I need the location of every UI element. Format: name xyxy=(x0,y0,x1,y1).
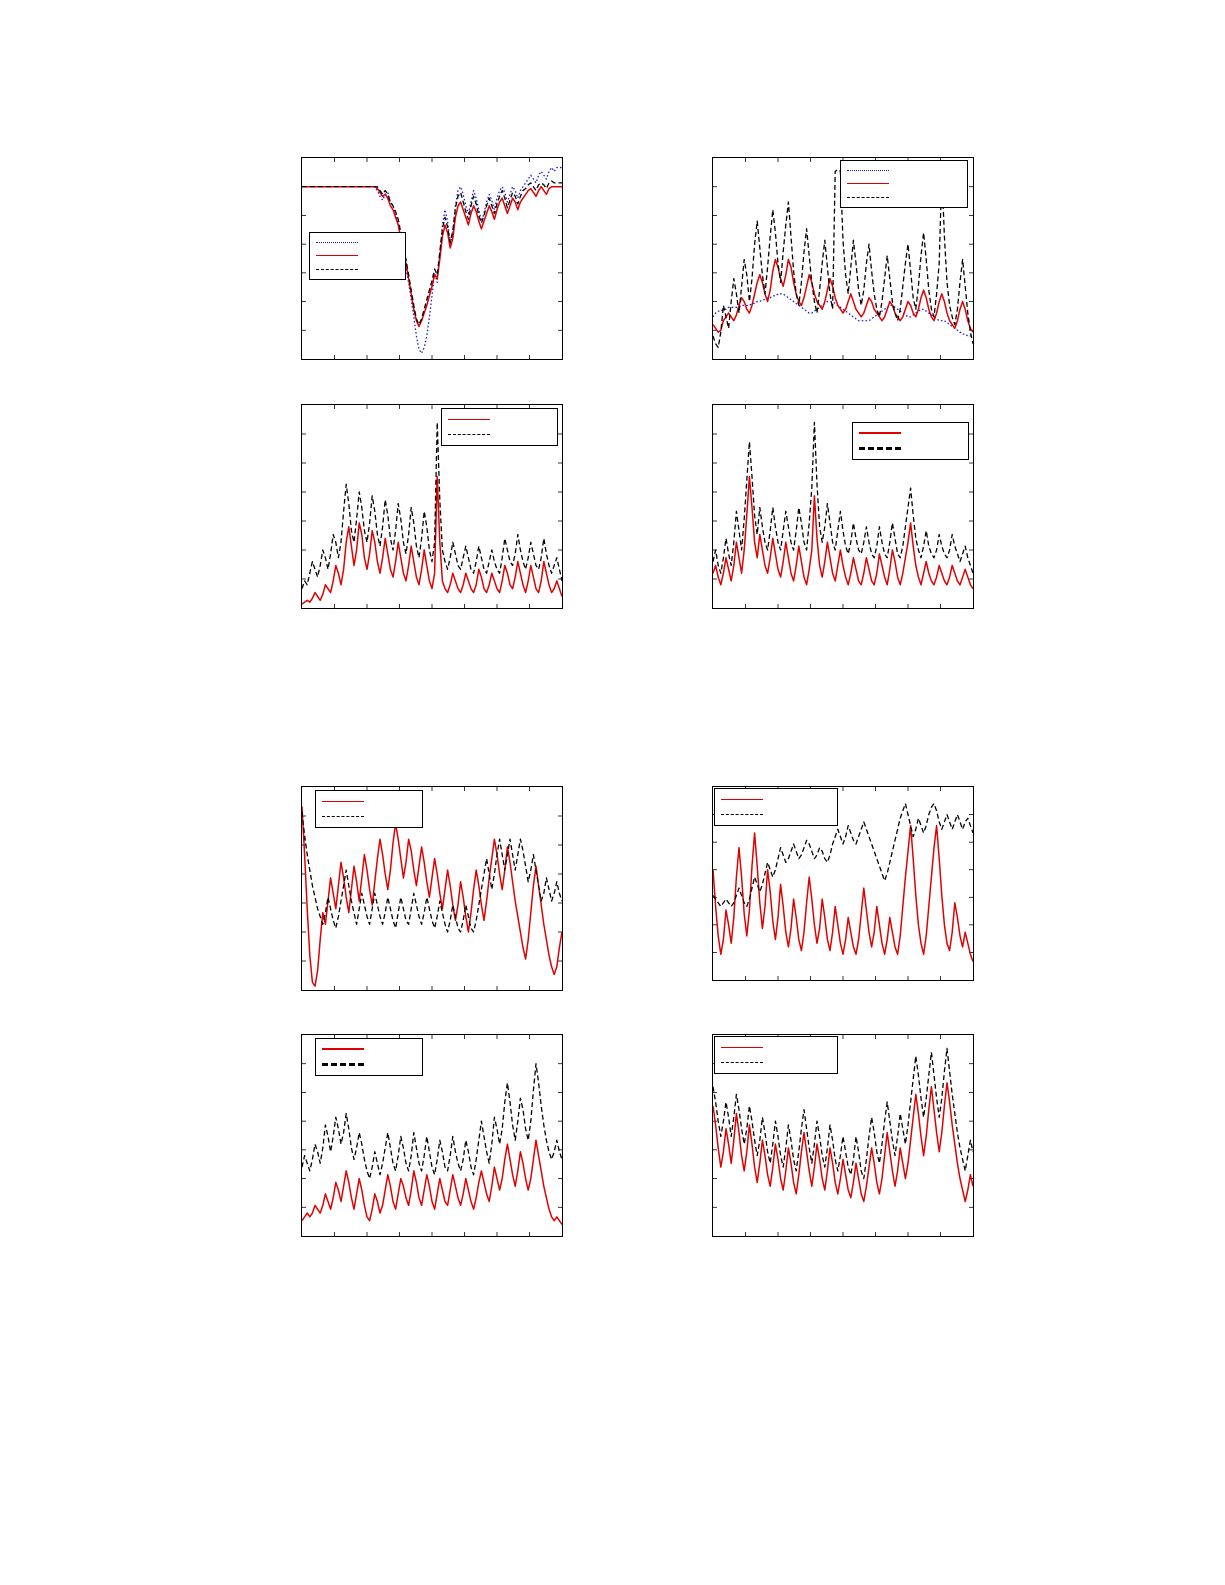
legend-6 xyxy=(714,788,838,826)
legend-key-dashed-black-icon xyxy=(448,434,490,435)
legend-key-solid-red-icon xyxy=(721,799,763,800)
legend-key-dashed-black-icon xyxy=(322,816,364,817)
legend-5 xyxy=(315,790,423,828)
legend-3 xyxy=(441,408,558,446)
legend-key-dashed-black-icon xyxy=(316,269,358,270)
legend-key-dashed-black-icon xyxy=(847,197,889,198)
legend-key-solid-red-icon xyxy=(721,1047,763,1048)
chart-panel-7 xyxy=(301,1034,563,1237)
legend-key-dotted-blue-icon xyxy=(847,170,889,171)
legend-key-solid-red-icon xyxy=(859,432,901,434)
legend-row xyxy=(719,810,833,820)
legend-key-solid-red-icon xyxy=(847,183,889,184)
legend-row xyxy=(320,812,418,822)
legend-row xyxy=(314,263,401,276)
legend-row xyxy=(857,429,964,439)
legend-key-solid-red-icon xyxy=(316,255,358,256)
legend-2 xyxy=(840,160,968,208)
legend-row xyxy=(719,1058,833,1068)
legend-row xyxy=(719,1043,833,1053)
legend-row xyxy=(845,164,963,177)
legend-row xyxy=(719,795,833,805)
legend-row xyxy=(446,415,553,425)
chart-panel-8 xyxy=(712,1034,974,1237)
legend-row xyxy=(314,249,401,262)
legend-key-dashed-black-icon xyxy=(322,1063,364,1066)
chart-panel-4 xyxy=(712,404,974,609)
legend-1 xyxy=(309,232,406,280)
chart-panel-3 xyxy=(301,404,563,609)
legend-4 xyxy=(852,422,969,460)
legend-key-dashed-black-icon xyxy=(721,814,763,815)
chart-panel-6 xyxy=(712,786,974,981)
legend-row xyxy=(845,191,963,204)
chart-panel-1 xyxy=(301,157,563,360)
legend-row xyxy=(845,177,963,190)
legend-row xyxy=(320,797,418,807)
legend-key-solid-red-icon xyxy=(448,419,490,420)
legend-row xyxy=(857,444,964,454)
legend-row xyxy=(320,1045,418,1055)
legend-row xyxy=(314,236,401,249)
legend-key-dotted-blue-icon xyxy=(316,242,358,243)
legend-key-dashed-black-icon xyxy=(859,447,901,450)
legend-key-dashed-black-icon xyxy=(721,1062,763,1063)
chart-panel-5 xyxy=(301,786,563,991)
legend-key-solid-red-icon xyxy=(322,1048,364,1050)
legend-key-solid-red-icon xyxy=(322,801,364,802)
legend-row xyxy=(446,430,553,440)
chart-panel-2 xyxy=(712,157,974,360)
legend-row xyxy=(320,1060,418,1070)
legend-8 xyxy=(714,1036,838,1074)
legend-7 xyxy=(315,1038,423,1076)
